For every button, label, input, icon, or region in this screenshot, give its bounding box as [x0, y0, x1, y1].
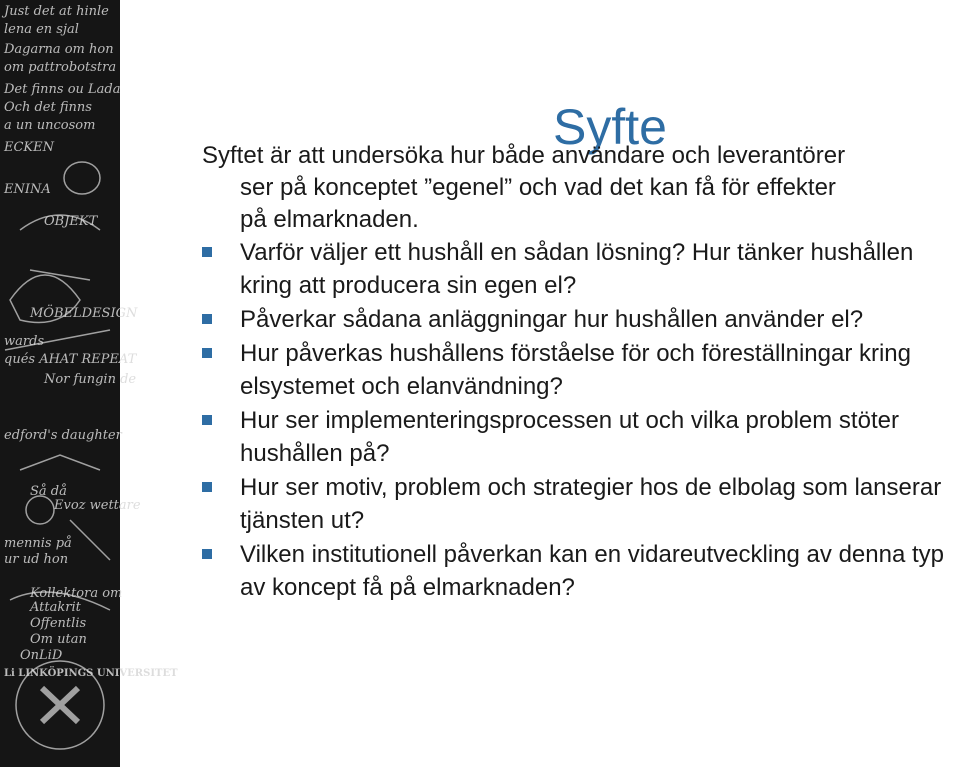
- university-seal-text: Li LINKÖPINGS UNIVERSITET: [4, 668, 178, 679]
- scribble-text: Det finns ou Lada: [4, 82, 121, 97]
- square-bullet-icon: [202, 314, 212, 324]
- square-bullet-icon: [202, 549, 212, 559]
- slide-title: Syfte: [553, 98, 667, 155]
- scribble-text: Nor fungin de: [44, 372, 137, 387]
- list-item-text: Hur ser motiv, problem och strategier hos de elbolag som lanserar tjänsten ut?: [240, 474, 942, 534]
- square-bullet-icon: [202, 348, 212, 358]
- list-item: [202, 337, 954, 403]
- scribble-text: wards: [4, 334, 45, 349]
- research-questions-list: [202, 236, 954, 605]
- scribble-text: ENINA: [4, 182, 51, 197]
- intro-line: Syftet är att undersöka hur både användare och leverantörer: [202, 142, 846, 169]
- list-item-text: Vilken institutionell påverkan kan en vidareutveckling av denna typ av koncept få på elmarknaden?: [240, 541, 944, 601]
- scribble-text: OBJEKT: [44, 214, 98, 229]
- intro-paragraph: [202, 140, 954, 236]
- scribble-text: Kollektora om: [30, 586, 123, 601]
- scribble-text: om pattrobotstra: [4, 60, 117, 75]
- scribble-text: Dagarna om hon: [4, 42, 114, 57]
- list-item-text: Varför väljer ett hushåll en sådan lösning? Hur tänker hushållen kring att producera sin egen el?: [240, 239, 914, 299]
- scribble-text: a un uncosom: [4, 118, 96, 133]
- square-bullet-icon: [202, 415, 212, 425]
- scribble-text: lena en sjal: [4, 22, 79, 37]
- scribble-text: edford's daughter: [4, 428, 122, 443]
- scribble-text: OnLiD: [20, 648, 63, 663]
- scribble-text: qués AHAT REPEAT: [4, 352, 137, 367]
- list-item-text: Påverkar sådana anläggningar hur hushållen använder el?: [240, 306, 864, 333]
- decorative-sidebar: [0, 0, 178, 767]
- scribble-text: Evoz wettare: [54, 498, 141, 513]
- square-bullet-icon: [202, 247, 212, 257]
- list-item: [202, 303, 954, 336]
- scribble-text: Attakrit: [30, 600, 81, 615]
- scribble-text: mennis på: [4, 536, 72, 551]
- scribble-text: Just det at hinle: [4, 4, 109, 19]
- scribble-text: ur ud hon: [4, 552, 69, 567]
- scribble-text: Och det finns: [4, 100, 92, 115]
- list-item: [202, 538, 954, 604]
- scribble-text: Om utan: [30, 632, 87, 647]
- list-item: [202, 471, 954, 537]
- scribble-text: Så då: [30, 484, 67, 499]
- scribble-text: Offentlis: [30, 616, 87, 631]
- list-item-text: Hur påverkas hushållens förståelse för och föreställningar kring elsystemet och elanvändning?: [240, 340, 912, 400]
- scribble-text: MÖBELDESIGN: [30, 306, 138, 321]
- list-item-text: Hur ser implementeringsprocessen ut och vilka problem stöter hushållen på?: [240, 407, 899, 467]
- list-item: [202, 236, 954, 302]
- square-bullet-icon: [202, 482, 212, 492]
- intro-line: på elmarknaden.: [240, 206, 419, 233]
- list-item: [202, 404, 954, 470]
- scribble-text: ECKEN: [4, 140, 55, 155]
- intro-line: ser på konceptet ”egenel” och vad det kan få för effekter: [240, 174, 836, 201]
